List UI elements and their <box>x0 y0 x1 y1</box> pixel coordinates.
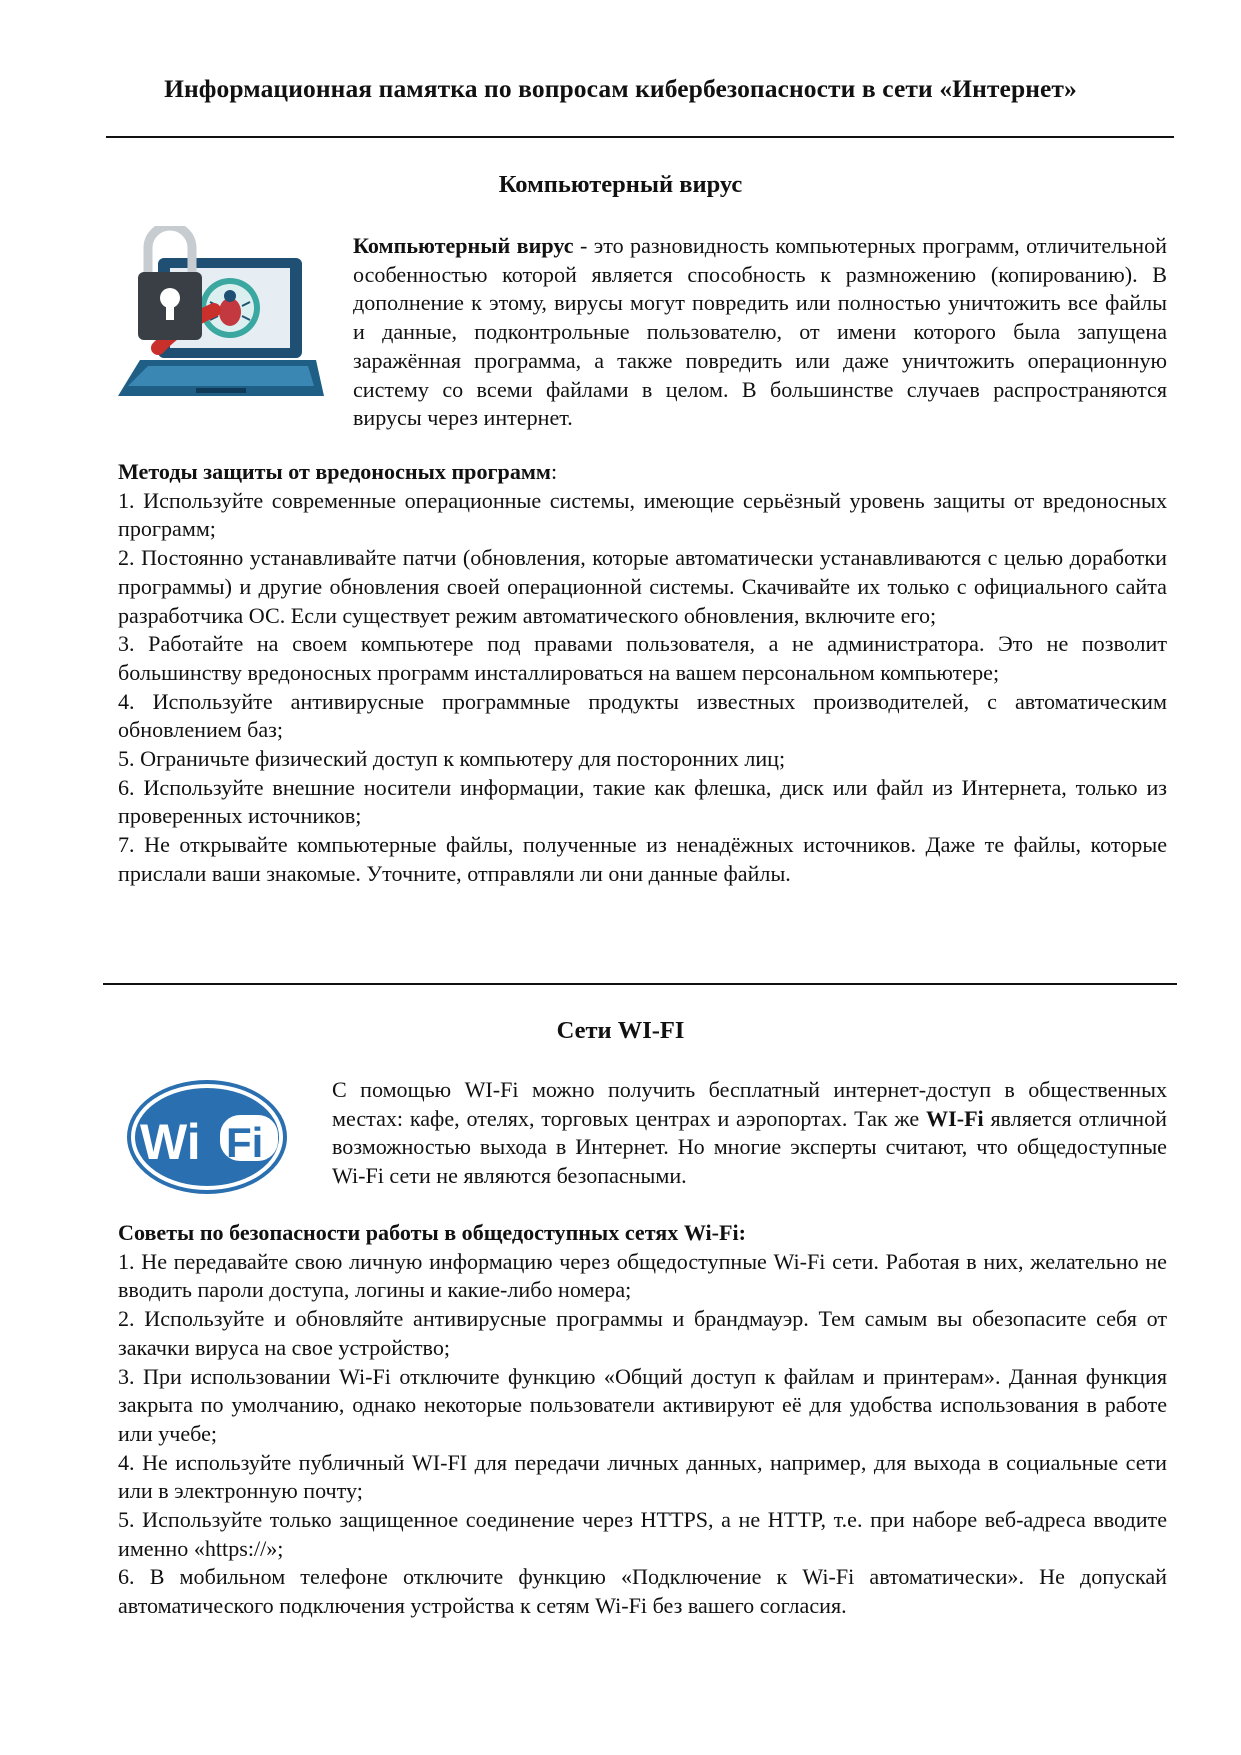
list-item-number: 6. <box>118 774 135 800</box>
list-item-text: Не передавайте свою личную информацию через общедоступные Wi-Fi сети. Работая в них, желательно не вводить пароли доступа, логины и какие-либо номера; <box>118 1248 1167 1303</box>
wifi-tips <box>118 1219 1167 1621</box>
wifi-intro-text-2: является отличной возможностью выхода в Интернет. Но многие эксперты считают, что общедоступные Wi-Fi сети не являются безопасными. <box>332 1105 1167 1189</box>
list-item-text: В мобильном телефоне отключите функцию «Подключение к Wi-Fi автоматически». Не допускай автоматического подключения устройства к сетям Wi-Fi без вашего согласия. <box>118 1564 1167 1619</box>
list-item-text: Используйте современные операционные системы, имеющие серьёзный уровень защиты от вредоносных программ; <box>118 487 1167 542</box>
list-item-text: Постоянно устанавливайте патчи (обновления, которые автоматически устанавливаются с целью доработки программы) и другие обновления своей операционной системы. Скачивайте их только с официального сайта разработчика ОС. Если существует режим автоматического обновления, включите его; <box>118 545 1167 628</box>
wifi-intro-text-1: С помощью WI-Fi можно получить бесплатный интернет-доступ в общественных местах: кафе, отелях, торговых центрах и аэропортах. Так же <box>332 1077 1167 1131</box>
list-item-text: Используйте антивирусные программные продукты известных производителей, с автоматическим обновлением баз; <box>118 688 1167 743</box>
list-item <box>118 1563 1167 1620</box>
list-item-number: 1. <box>118 487 135 513</box>
list-item <box>118 745 1167 774</box>
list-item-number: 3. <box>118 1363 135 1389</box>
list-item <box>118 487 1167 544</box>
list-item-text: Используйте и обновляйте антивирусные программы и брандмауэр. Тем самым вы обезопасите себя от закачки вируса на свое устройство; <box>118 1306 1167 1360</box>
wifi-section-heading: Сети WI-FI <box>556 1017 685 1044</box>
list-item <box>118 688 1167 745</box>
list-item <box>118 774 1167 831</box>
list-item-number: 4. <box>118 688 135 714</box>
list-item <box>118 1363 1167 1449</box>
page-title: Информационная памятка по вопросам кибербезопасности в сети «Интернет» <box>164 74 1077 103</box>
list-item-number: 5. <box>118 746 135 772</box>
tips-heading: Советы по безопасности работы в общедоступных сетях Wi-Fi: <box>118 1220 746 1245</box>
virus-intro-text: - это разновидность компьютерных программ, отличительной особенностью которой является способность к размножению (копированию). В дополнение к этому, вирусы могут повредить или полностью уничтожить все файлы и данные, подконтрольные пользователю, от имени которого была запущена заражённая программа, а также повредить или даже уничтожить операционную систему со всеми файлами в целом. В большинстве случаев распространяются вирусы через интернет. <box>353 233 1167 431</box>
list-item-number: 4. <box>118 1449 135 1475</box>
list-item-text: Используйте внешние носители информации, такие как флешка, диск или файл из Интернета, только из проверенных источников; <box>118 774 1167 829</box>
wifi-logo-icon <box>124 1077 290 1197</box>
list-item <box>118 831 1167 888</box>
list-item <box>118 1305 1167 1362</box>
methods-heading-text: Методы защиты от вредоносных программ <box>118 459 551 484</box>
methods-heading-colon: : <box>550 459 558 484</box>
list-item <box>118 1449 1167 1506</box>
virus-section-heading: Компьютерный вирус <box>498 171 743 198</box>
list-item <box>118 1506 1167 1563</box>
list-item-text: Не используйте публичный WI-FI для передачи личных данных, например, для выхода в социальные сети или в электронную почту; <box>118 1449 1167 1504</box>
list-item-number: 3. <box>118 631 135 657</box>
divider-middle <box>103 983 1177 985</box>
virus-methods <box>118 458 1167 889</box>
laptop-virus-lock-icon <box>118 226 324 408</box>
methods-heading <box>118 458 1167 487</box>
wifi-intro <box>332 1076 1167 1191</box>
list-item-text: Работайте на своем компьютере под правами пользователя, а не администратора. Это не позволит большинству вредоносных программ инсталлироваться на вашем персональном компьютере; <box>118 631 1167 685</box>
wifi-logo-wi: Wi <box>140 1114 201 1170</box>
list-item <box>118 630 1167 687</box>
list-item-number: 2. <box>118 1306 135 1332</box>
wifi-logo-fi: Fi <box>226 1119 264 1166</box>
list-item-text: Не открывайте компьютерные файлы, полученные из ненадёжных источников. Даже те файлы, которые прислали ваши знакомые. Уточните, отправляли ли они данные файлы. <box>118 832 1168 886</box>
list-item-text: Ограничьте физический доступ к компьютеру для посторонних лиц; <box>140 746 786 772</box>
list-item-text: При использовании Wi-Fi отключите функцию «Общий доступ к файлам и принтерам». Данная функция закрыта по умолчанию, однако некоторые пользователи активируют её для удобства использования в работе или учебе; <box>118 1363 1167 1446</box>
list-item-number: 2. <box>118 545 135 571</box>
list-item <box>118 1248 1167 1305</box>
list-item <box>118 544 1167 630</box>
divider-top <box>106 136 1174 138</box>
list-item-number: 1. <box>118 1248 135 1274</box>
virus-intro <box>353 232 1167 433</box>
wifi-intro-term: WI-Fi <box>926 1105 984 1131</box>
virus-intro-term: Компьютерный вирус <box>353 233 574 258</box>
list-item-text: Используйте только защищенное соединение через HTTPS, а не HTTP, т.е. при наборе веб-адреса вводите именно «https://»; <box>118 1507 1167 1561</box>
list-item-number: 5. <box>118 1507 135 1533</box>
list-item-number: 7. <box>118 832 135 858</box>
list-item-number: 6. <box>118 1564 135 1590</box>
